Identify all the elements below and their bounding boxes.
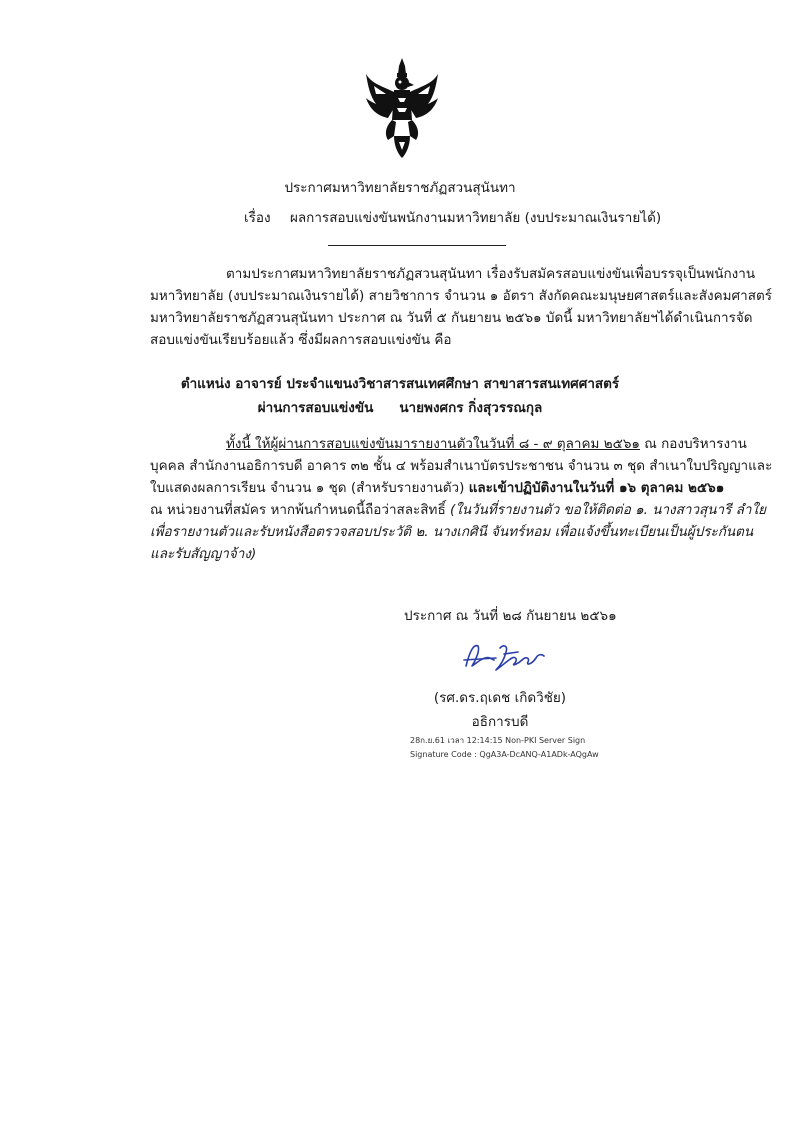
detail-line-6: และรับสัญญาจ้าง) <box>150 546 257 562</box>
detail-line-1 <box>150 433 747 455</box>
signer-name: (รศ.ดร.ฤเดช เกิดวิชัย) <box>433 690 567 706</box>
detail-line-4 <box>150 499 766 521</box>
announcement-title: ประกาศมหาวิทยาลัยราชภัฏสวนสุนันทา <box>284 180 516 196</box>
signature-code: Signature Code : QgA3A-DcANQ-A1ADk-AQgAw <box>410 750 599 759</box>
subject-line <box>244 206 661 228</box>
header-divider <box>328 245 506 246</box>
position-heading: ตำแหน่ง อาจารย์ ประจำแขนงวิชาสารสนเทศศึกษา สาขาสารสนเทศศาสตร์ <box>180 376 620 392</box>
intro-paragraph <box>150 263 772 351</box>
report-location: ณ กองบริหารงาน <box>639 436 747 452</box>
detail-paragraph <box>150 433 773 565</box>
transcript-note: ใบแสดงผลการเรียน จำนวน ๑ ชุด (สำหรับรายงานตัว) <box>150 480 469 496</box>
subject-label: เรื่อง <box>244 210 271 226</box>
intro-line: ตามประกาศมหาวิทยาลัยราชภัฏสวนสุนันทา เรื่องรับสมัครสอบแข่งขันเพื่อบรรจุเป็นพนักงาน <box>226 266 756 282</box>
sign-log: 28ก.ย.61 เวลา 12:14:15 Non-PKI Server Sign <box>410 736 586 745</box>
signer-title: อธิการบดี <box>471 714 529 730</box>
passed-label: ผ่านการสอบแข่งขัน <box>257 400 374 416</box>
detail-line-3 <box>150 477 725 499</box>
passed-name: นายพงศกร กิ่งสุวรรณกุล <box>399 400 543 416</box>
intro-line: มหาวิทยาลัยราชภัฏสวนสุนันทา ประกาศ ณ วันที่ ๕ กันยายน ๒๕๖๑ บัดนี้ มหาวิทยาลัยฯได้ดำเนินการจัด <box>150 310 753 326</box>
forfeit-note: ณ หน่วยงานที่สมัคร หากพ้นกำหนดนี้ถือว่าสละสิทธิ์ <box>150 502 450 518</box>
start-work-date: และเข้าปฏิบัติงานในวันที่ ๑๖ ตุลาคม ๒๕๖๑ <box>468 480 725 496</box>
detail-line-2: บุคคล สำนักงานอธิการบดี อาคาร ๓๒ ชั้น ๔ พร้อมสำเนาบัตรประชาชน จำนวน ๓ ชุด สำเนาใบปริญญาและ <box>150 458 773 474</box>
report-dates: ทั้งนี้ ให้ผู้ผ่านการสอบแข่งขันมารายงานตัวในวันที่ ๘ - ๙ ตุลาคม ๒๕๖๑ <box>226 436 640 452</box>
intro-line: สอบแข่งขันเรียบร้อยแล้ว ซึ่งมีผลการสอบแข่งขัน คือ <box>150 332 452 348</box>
contact-note: (ในวันที่รายงานตัว ขอให้ติดต่อ ๑. นางสาวสุนารี ลำใย <box>449 502 766 518</box>
intro-line: มหาวิทยาลัย (งบประมาณเงินรายได้) สายวิชาการ จำนวน ๑ อัตรา สังกัดคณะมนุษยศาสตร์และสังคมศาสตร์ <box>150 288 772 304</box>
announced-date: ประกาศ ณ วันที่ ๒๘ กันยายน ๒๕๖๑ <box>404 608 617 624</box>
handwritten-signature <box>460 636 550 676</box>
garuda-emblem <box>364 56 440 160</box>
passed-candidate <box>0 396 800 418</box>
detail-line-5: เพื่อรายงานตัวและรับหนังสือตรวจสอบประวัติ ๒. นางเกศินี จันทร์หอม เพื่อแจ้งขึ้นทะเบียนเป็นผู้ประกันตน <box>150 524 754 540</box>
subject-text: ผลการสอบแข่งขันพนักงานมหาวิทยาลัย (งบประมาณเงินรายได้) <box>290 210 662 226</box>
